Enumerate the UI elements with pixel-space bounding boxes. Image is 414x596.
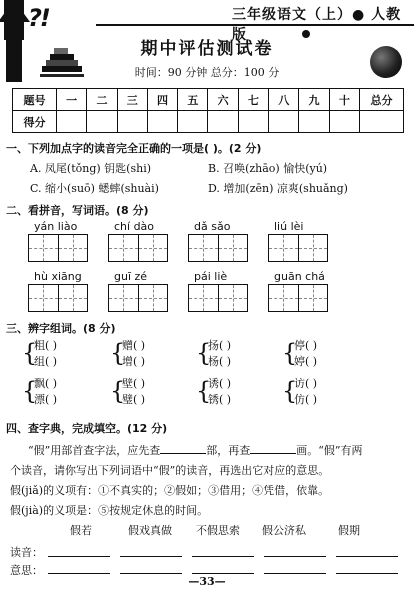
brace-icon: { [282, 339, 298, 367]
table-cell: 五 [178, 89, 208, 111]
score-input-cell[interactable] [117, 111, 147, 133]
answer-blank[interactable] [48, 556, 110, 557]
pinyin-label: chí dào [114, 220, 155, 233]
brace-icon: { [196, 377, 212, 405]
table-cell: 六 [208, 89, 238, 111]
table-cell: 七 [238, 89, 268, 111]
table-row [13, 111, 404, 133]
word-pair[interactable]: 停( ) 婷( ) [294, 339, 318, 368]
word-label: 不假思索 [196, 524, 240, 537]
globe-icon [370, 46, 402, 78]
score-input-cell[interactable] [238, 111, 268, 133]
pinyin-label: pái liè [194, 270, 228, 283]
table-cell: 三 [117, 89, 147, 111]
word-label: 假公济私 [262, 524, 306, 537]
question-2-heading: 二、看拼音，写词语。(8 分) [6, 204, 149, 217]
word-pair[interactable]: 飘( ) 漂( ) [34, 377, 58, 406]
word-pair[interactable]: 赠( ) 增( ) [122, 339, 146, 368]
word-label: 假戏真做 [128, 524, 172, 537]
score-input-cell[interactable] [208, 111, 238, 133]
brace-icon: { [196, 339, 212, 367]
row-label-meaning: 意思： [10, 564, 43, 577]
brace-icon: { [282, 377, 298, 405]
score-input-cell[interactable] [87, 111, 117, 133]
table-cell: 得分 [13, 111, 57, 133]
pinyin-label: dǎ sǎo [194, 220, 231, 233]
table-cell: 二 [87, 89, 117, 111]
score-input-cell[interactable] [299, 111, 329, 133]
writing-grid[interactable] [108, 284, 168, 312]
brace-icon: { [22, 339, 38, 367]
grade-label: 三年级语文（上）● 人教版 [232, 7, 402, 43]
answer-blank[interactable] [160, 453, 206, 454]
table-cell: 八 [269, 89, 299, 111]
table-cell: 十 [329, 89, 359, 111]
pinyin-label: liú lèi [274, 220, 304, 233]
word-label: 假若 [70, 524, 92, 537]
question-4-line-2: 个读音，请你写出下列词语中“假”的读音，再选出它对应的意思。 [10, 464, 330, 477]
answer-blank[interactable] [192, 556, 254, 557]
writing-grid[interactable] [28, 234, 88, 262]
exam-meta: 时间：90 分钟 总分：100 分 [134, 66, 280, 79]
page-number: —33— [188, 575, 226, 588]
table-cell: 总分 [360, 89, 404, 111]
brace-icon: { [110, 339, 126, 367]
question-3-heading: 三、辨字组词。(8 分) [6, 322, 116, 335]
word-pair[interactable]: 扬( ) 杨( ) [208, 339, 232, 368]
meaning-list-jia3: 假(jiǎ)的义项有：①不真实的；②假如；③借用；④凭借，依靠。 [10, 484, 330, 497]
writing-grid[interactable] [108, 234, 168, 262]
answer-blank[interactable] [120, 573, 182, 574]
writing-grid[interactable] [188, 234, 248, 262]
option-c[interactable]: C. 缩小(suō) 蟋蟀(shuài) [30, 182, 159, 195]
page-title: 期中评估测试卷 [140, 39, 274, 59]
writing-grid[interactable] [268, 234, 328, 262]
answer-blank[interactable] [264, 573, 326, 574]
question-1-heading: 一、下列加点字的读音完全正确的一项是( )。(2 分) [6, 142, 262, 155]
score-input-cell[interactable] [147, 111, 177, 133]
table-cell: 题号 [13, 89, 57, 111]
question-4-heading: 四、查字典，完成填空。(12 分) [6, 422, 168, 435]
table-cell: 四 [147, 89, 177, 111]
answer-blank[interactable] [250, 453, 296, 454]
word-label: 假期 [338, 524, 360, 537]
word-pair[interactable]: 壁( ) 璧( ) [122, 377, 146, 406]
score-input-cell[interactable] [360, 111, 404, 133]
pinyin-label: guān chá [274, 270, 325, 283]
writing-grid[interactable] [188, 284, 248, 312]
brace-icon: { [22, 377, 38, 405]
word-pair[interactable]: 诱( ) 锈( ) [208, 377, 232, 406]
answer-blank[interactable] [192, 573, 254, 574]
answer-blank[interactable] [120, 556, 182, 557]
option-d[interactable]: D. 增加(zēn) 凉爽(shuǎng) [208, 182, 348, 195]
score-input-cell[interactable] [178, 111, 208, 133]
answer-blank[interactable] [264, 556, 326, 557]
score-table [12, 88, 404, 133]
answer-blank[interactable] [48, 573, 110, 574]
score-input-cell[interactable] [57, 111, 87, 133]
option-a[interactable]: A. 凤尾(tǒng) 钥匙(shi) [30, 162, 152, 175]
question-4-line-1: “假”用部首查字法，应先查 部，再查 画。“假”有两 [28, 444, 363, 457]
pinyin-label: yán liào [34, 220, 78, 233]
writing-grid[interactable] [268, 284, 328, 312]
writing-grid[interactable] [28, 284, 88, 312]
answer-blank[interactable] [336, 556, 398, 557]
word-pair[interactable]: 粗( ) 组( ) [34, 339, 58, 368]
option-b[interactable]: B. 召唤(zhāo) 愉快(yú) [208, 162, 328, 175]
meaning-list-jia4: 假(jià)的义项是：⑤按规定休息的时间。 [10, 504, 209, 517]
score-input-cell[interactable] [269, 111, 299, 133]
header-decoration-text: ?! [28, 4, 49, 32]
word-pair[interactable]: 访( ) 仿( ) [294, 377, 318, 406]
table-row [13, 89, 404, 111]
answer-blank[interactable] [336, 573, 398, 574]
pinyin-label: guī zé [114, 270, 148, 283]
table-cell: 一 [57, 89, 87, 111]
table-cell: 九 [299, 89, 329, 111]
row-label-pronunciation: 读音： [10, 546, 43, 559]
brace-icon: { [110, 377, 126, 405]
pinyin-label: hù xiāng [34, 270, 82, 283]
score-input-cell[interactable] [329, 111, 359, 133]
